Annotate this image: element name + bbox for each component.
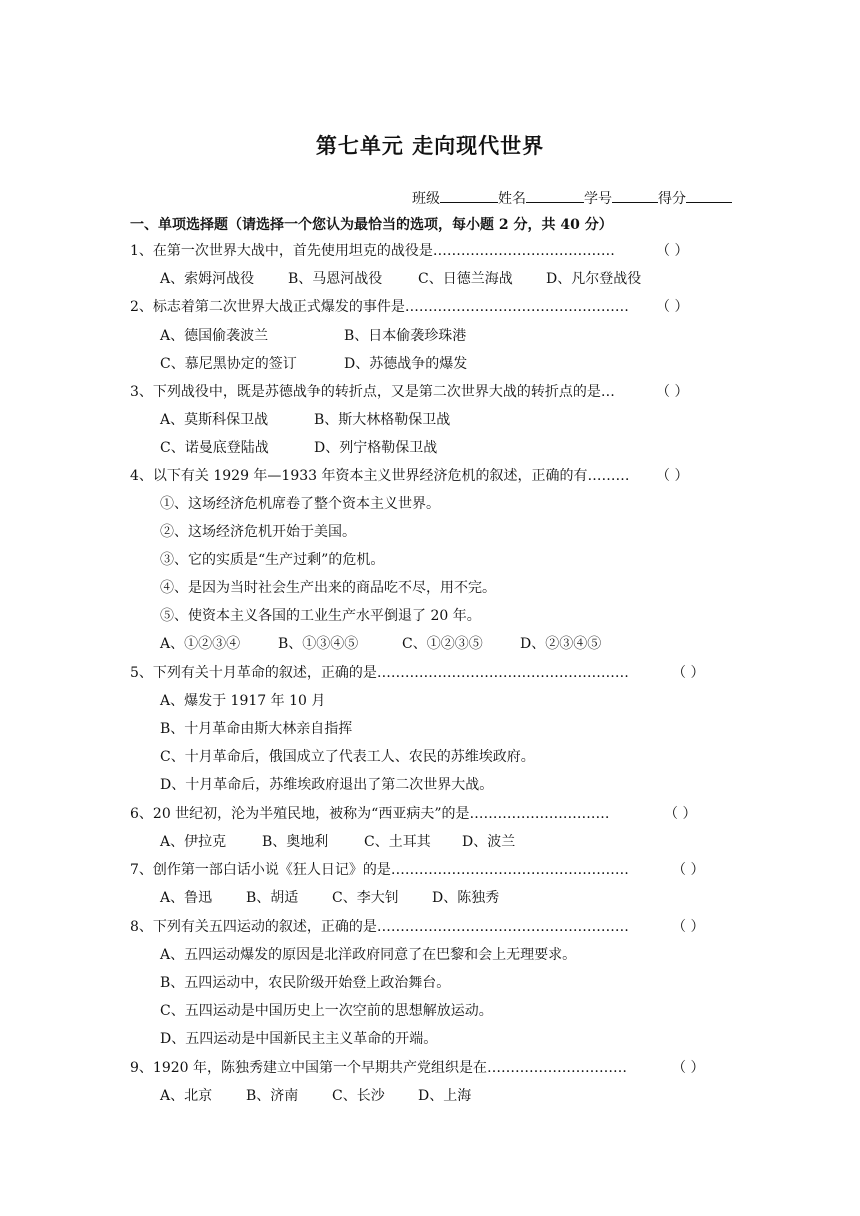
option-c: C、诺曼底登陆战 xyxy=(160,440,269,456)
statement-4: ④、是因为当时社会生产出来的商品吃不尽，用不完。 xyxy=(160,580,496,596)
student-info-line xyxy=(412,188,732,208)
question-stem-1: 1、在第一次世界大战中，首先使用坦克的战役是………………………………… xyxy=(130,243,615,259)
statement-1: ①、这场经济危机席卷了整个资本主义世界。 xyxy=(160,496,440,512)
option-d: D、②③④⑤ xyxy=(520,636,602,652)
answer-paren-1: （ ） xyxy=(656,243,689,259)
option-a: A、索姆河战役 xyxy=(160,271,255,287)
option-d: D、列宁格勒保卫战 xyxy=(314,440,438,456)
question-stem-5: 5、下列有关十月革命的叙述，正确的是……………………………………………… xyxy=(130,665,629,681)
option-c: C、慕尼黑协定的签订 xyxy=(160,356,297,372)
option-b: B、胡适 xyxy=(246,890,299,906)
option-a: A、①②③④ xyxy=(160,636,241,652)
option-c: C、长沙 xyxy=(332,1088,385,1104)
question-stem-6: 6、20 世纪初，沦为半殖民地，被称为“西亚病夫”的是………………………… xyxy=(130,806,610,822)
options-row-2b xyxy=(160,355,467,373)
question-stem-4: 4、以下有关 1929 年—1933 年资本主义世界经济危机的叙述，正确的有……… xyxy=(130,468,630,484)
answer-paren-6: （ ） xyxy=(664,806,697,822)
option-c: C、五四运动是中国历史上一次空前的思想解放运动。 xyxy=(160,1003,493,1019)
question-stem-9: 9、1920 年，陈独秀建立中国第一个早期共产党组织是在………………………… xyxy=(130,1060,627,1076)
option-b: B、①③④⑤ xyxy=(278,636,359,652)
answer-paren-7: （ ） xyxy=(672,862,705,878)
options-row-3a xyxy=(160,411,450,429)
class-label: 班级 xyxy=(412,191,440,207)
option-d: D、波兰 xyxy=(462,834,516,850)
option-c: C、十月革命后，俄国成立了代表工人、农民的苏维埃政府。 xyxy=(160,749,535,765)
options-row-6 xyxy=(160,833,515,851)
option-d: D、上海 xyxy=(418,1088,472,1104)
options-row-1 xyxy=(160,270,641,288)
page-title: 第七单元 走向现代世界 xyxy=(315,134,545,158)
statement-2: ②、这场经济危机开始于美国。 xyxy=(160,524,356,540)
option-a: A、伊拉克 xyxy=(160,834,227,850)
option-a: A、北京 xyxy=(160,1088,213,1104)
statement-5: ⑤、使资本主义各国的工业生产水平倒退了 20 年。 xyxy=(160,608,481,624)
option-c: C、土耳其 xyxy=(364,834,431,850)
option-b: B、济南 xyxy=(246,1088,299,1104)
option-a: A、莫斯科保卫战 xyxy=(160,412,269,428)
section-heading: 一、单项选择题（请选择一个您认为最恰当的选项，每小题 2 分，共 40 分） xyxy=(130,217,613,233)
option-d: D、五四运动是中国新民主主义革命的开端。 xyxy=(160,1031,438,1047)
option-b: B、十月革命由斯大林亲自指挥 xyxy=(160,721,353,737)
option-a: A、爆发于 1917 年 10 月 xyxy=(160,693,326,709)
question-stem-3: 3、下列战役中，既是苏德战争的转折点，又是第二次世界大战的转折点的是… xyxy=(130,384,615,400)
option-a: A、五四运动爆发的原因是北洋政府同意了在巴黎和会上无理要求。 xyxy=(160,947,577,963)
score-label: 得分 xyxy=(658,191,686,207)
number-blank xyxy=(612,188,658,203)
option-d: D、苏德战争的爆发 xyxy=(344,356,468,372)
answer-paren-2: （ ） xyxy=(656,299,689,315)
option-a: A、鲁迅 xyxy=(160,890,213,906)
option-d: D、凡尔登战役 xyxy=(546,271,642,287)
option-b: B、马恩河战役 xyxy=(288,271,383,287)
option-b: B、日本偷袭珍珠港 xyxy=(344,328,467,344)
number-label: 学号 xyxy=(584,191,612,207)
answer-paren-4: （ ） xyxy=(656,468,689,484)
score-blank xyxy=(686,188,732,203)
answer-paren-8: （ ） xyxy=(672,919,705,935)
question-stem-7: 7、创作第一部白话小说《狂人日记》的是…………………………………………… xyxy=(130,862,629,878)
name-blank xyxy=(526,188,584,203)
option-d: D、陈独秀 xyxy=(432,890,500,906)
options-row-4 xyxy=(160,635,601,653)
options-row-7 xyxy=(160,889,499,907)
option-c: C、李大钊 xyxy=(332,890,399,906)
answer-paren-9: （ ） xyxy=(672,1060,705,1076)
option-c: C、①②③⑤ xyxy=(402,636,483,652)
option-b: B、五四运动中，农民阶级开始登上政治舞台。 xyxy=(160,975,451,991)
answer-paren-3: （ ） xyxy=(656,384,689,400)
option-c: C、日德兰海战 xyxy=(418,271,513,287)
option-a: A、德国偷袭波兰 xyxy=(160,328,269,344)
option-d: D、十月革命后，苏维埃政府退出了第二次世界大战。 xyxy=(160,777,494,793)
statement-3: ③、它的实质是“生产过剩”的危机。 xyxy=(160,552,385,568)
options-row-9 xyxy=(160,1087,471,1105)
answer-paren-5: （ ） xyxy=(672,665,705,681)
option-b: B、奥地利 xyxy=(262,834,329,850)
question-stem-2: 2、标志着第二次世界大战正式爆发的事件是………………………………………… xyxy=(130,299,629,315)
name-label: 姓名 xyxy=(498,191,526,207)
option-b: B、斯大林格勒保卫战 xyxy=(314,412,451,428)
options-row-3b xyxy=(160,439,437,457)
class-blank xyxy=(440,188,498,203)
options-row-2a xyxy=(160,327,466,345)
question-stem-8: 8、下列有关五四运动的叙述，正确的是……………………………………………… xyxy=(130,919,629,935)
